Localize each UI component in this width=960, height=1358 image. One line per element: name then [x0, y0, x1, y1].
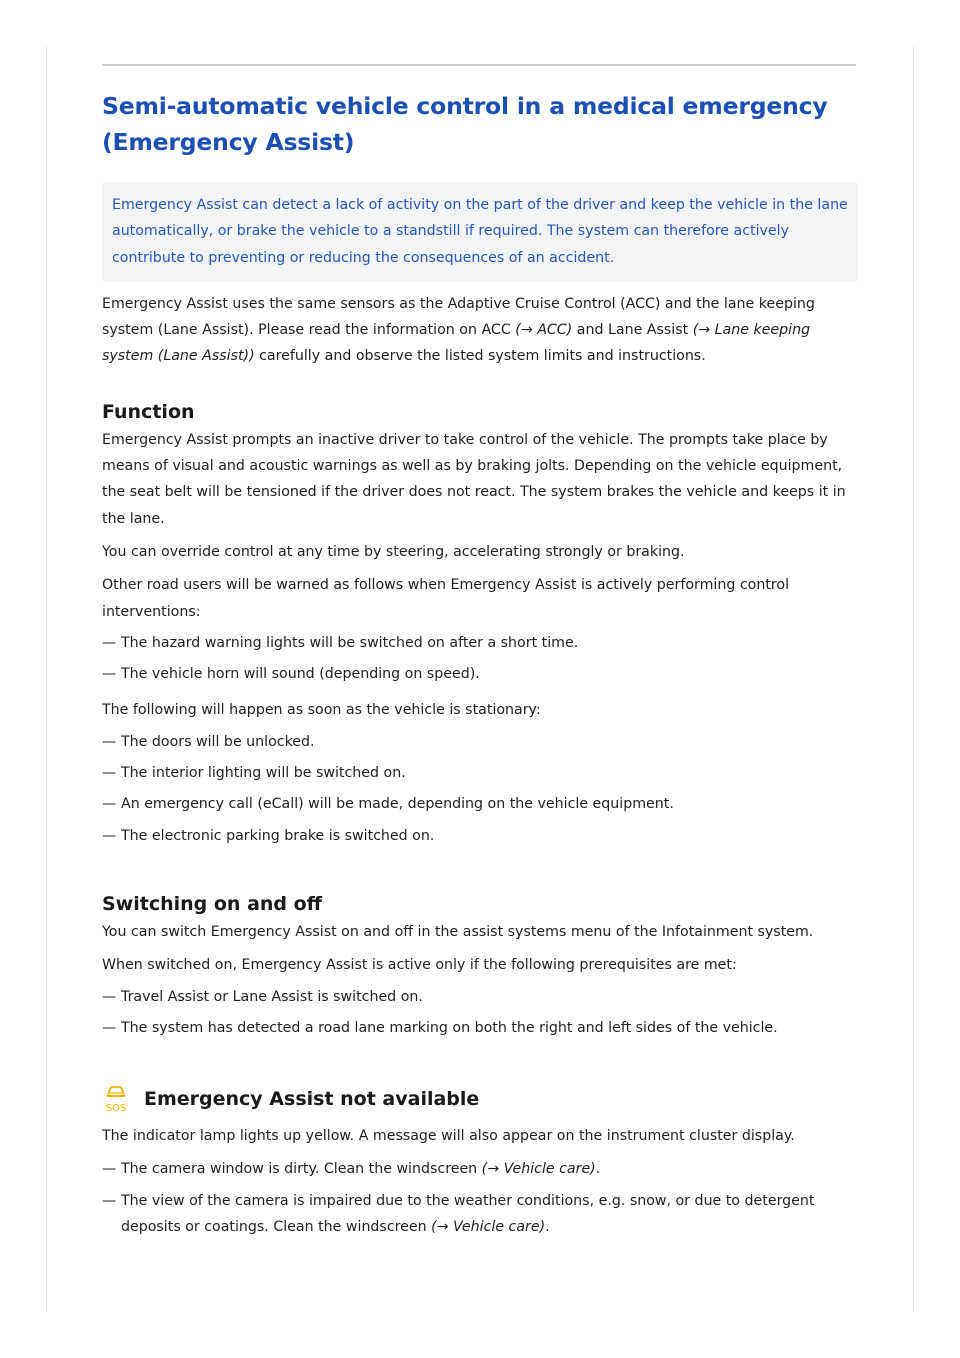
- title-line-1: Semi-automatic vehicle control in a medical emergency: [102, 92, 828, 120]
- svg-text:SOS: SOS: [105, 1103, 127, 1115]
- top-rule: [102, 64, 856, 66]
- page-right-border: [913, 46, 914, 1312]
- list-item: — The system has detected a road lane marking on both the right and left sides of the vehicle.: [102, 1019, 778, 1036]
- list-item: — The interior lighting will be switched on.: [102, 765, 406, 782]
- function-heading: Function: [102, 400, 195, 423]
- not-available-heading: Emergency Assist not available: [144, 1088, 480, 1111]
- list-item: — The electronic parking brake is switched on.: [102, 827, 435, 844]
- vehicle-care-link[interactable]: (→ Vehicle care): [431, 1219, 546, 1236]
- page-left-border: [46, 46, 47, 1312]
- list-item: — The doors will be unlocked.: [102, 733, 315, 750]
- switching-heading: Switching on and off: [102, 892, 323, 915]
- sos-warning-lamp-icon: [102, 1084, 130, 1114]
- switching-paragraph-1: You can switch Emergency Assist on and off in the assist systems menu of the Infotainment system.: [102, 923, 814, 940]
- page-content: [102, 88, 858, 1240]
- title-line-2: (Emergency Assist): [102, 128, 355, 156]
- sensor-paragraph: Emergency Assist uses the same sensors as the Adaptive Cruise Control (ACC) and the lane keeping system (Lane Assist). Please read the information on ACC (→ ACC) and Lane Assist (→ Lane keeping system (Lane Assist)) carefully and observe the listed system limits and instructions.: [102, 295, 815, 365]
- not-available-paragraph: The indicator lamp lights up yellow. A message will also appear on the instrument cluster display.: [102, 1128, 795, 1145]
- lane-assist-link[interactable]: (→ Lane keeping system (Lane Assist)): [102, 322, 811, 365]
- function-paragraph-3: Other road users will be warned as follows when Emergency Assist is actively performing control interventions:: [102, 577, 790, 620]
- list-item: — Travel Assist or Lane Assist is switched on.: [102, 988, 423, 1005]
- list-item: — An emergency call (eCall) will be made, depending on the vehicle equipment.: [102, 796, 674, 813]
- list-item: — The camera window is dirty. Clean the windscreen (→ Vehicle care).: [102, 1161, 601, 1178]
- list-item: — The hazard warning lights will be switched on after a short time.: [102, 634, 579, 651]
- intro-box: Emergency Assist can detect a lack of activity on the part of the driver and keep the vehicle in the lane automatically, or brake the vehicle to a standstill if required. The system can therefore actively contribute to preventing or reducing the consequences of an accident.: [102, 182, 858, 282]
- acc-link[interactable]: (→ ACC): [515, 322, 573, 339]
- not-available-heading-row: [102, 1079, 858, 1119]
- function-paragraph-1: Emergency Assist prompts an inactive driver to take control of the vehicle. The prompts take place by means of visual and acoustic warnings as well as by braking jolts. Depending on the vehicle equipment, the seat belt will be tensioned if the driver does not react. The system brakes the vehicle and keeps it in the lane.: [102, 431, 846, 527]
- vehicle-care-link[interactable]: (→ Vehicle care): [481, 1161, 596, 1178]
- switching-paragraph-2: When switched on, Emergency Assist is active only if the following prerequisites are met:: [102, 957, 737, 974]
- list-item: — The vehicle horn will sound (depending on speed).: [102, 666, 480, 683]
- function-paragraph-4: The following will happen as soon as the vehicle is stationary:: [102, 702, 541, 719]
- page-title: [102, 88, 858, 160]
- function-paragraph-2: You can override control at any time by steering, accelerating strongly or braking.: [102, 543, 685, 560]
- list-item: — The view of the camera is impaired due to the weather conditions, e.g. snow, or due to detergent deposits or coatings. Clean the windscreen (→ Vehicle care).: [102, 1192, 815, 1236]
